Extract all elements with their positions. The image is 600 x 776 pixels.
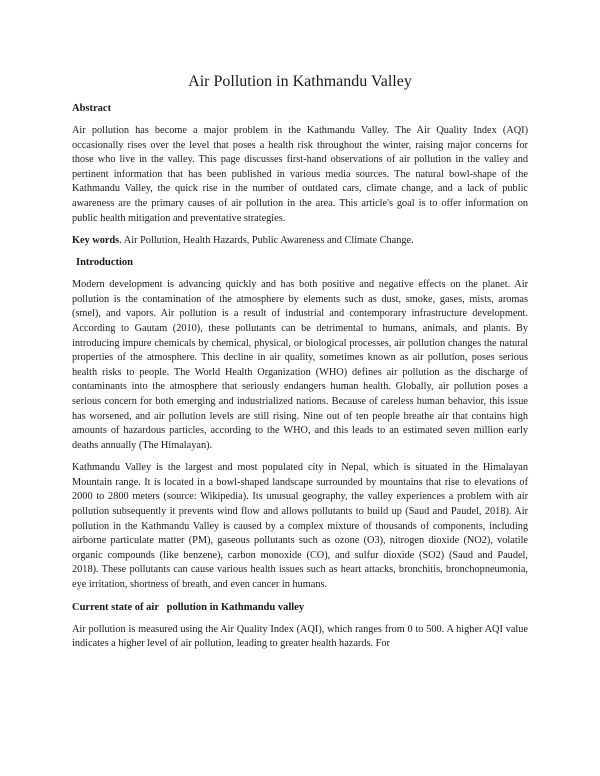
keywords-line xyxy=(72,234,528,248)
document-title: Air Pollution in Kathmandu Valley xyxy=(188,73,412,90)
introduction-paragraph-2: Kathmandu Valley is the largest and most populated city in Nepal, which is situated in the Himalayan Mountain range. It is located in a bowl-shaped landscape surrounded by mountains that rise to elevations of 2000 to 2800 meters (source: Wikipedia). Its unusual geography, the valley experiences a problem with air pollution subsequently it prevents wind flow and allows pollutants to build up (Saud and Paudel, 2018). Air pollution in the Kathmandu Valley is caused by a complex mixture of thousands of components, including airborne particulate matter (PM), gaseous pollutants such as ozone (O3), nitrogen dioxide (NO2), volatile organic compounds (like benzene), carbon monoxide (CO), and sulfur dioxide (SO2) (Saud and Paudel, 2018). These pollutants can cause various health issues such as heart attacks, bronchitis, bronchopneumonia, eye irritation, shortness of breath, and even cancer in humans. xyxy=(72,462,528,591)
current-state-paragraph-1: Air pollution is measured using the Air Quality Index (AQI), which ranges from 0 to 500. A higher AQI value indicates a higher level of air pollution, leading to greater health hazards. For xyxy=(72,623,528,650)
abstract-heading: Abstract xyxy=(72,103,112,114)
document-page xyxy=(72,72,528,660)
introduction-paragraph-1: Modern development is advancing quickly and has both positive and negative effects on the planet. Air pollution is the contamination of the atmosphere by elements such as dust, smoke, gases, mists, aromas (smel), and vapors. Air pollution is a result of industrial and contemporary infrastructure development. According to Gautam (2010), these pollutants can be detrimental to humans, animals, and plants. By introducing impure chemicals by chemical, physical, or biological processes, air pollution changes the natural properties of the atmosphere. This decline in air quality, sometimes known as air pollution, poses serious health risks to people. The World Health Organization (WHO) defines air pollution as the discharge of contaminants into the atmosphere that seriously endangers human health. Globally, air pollution poses a serious concern for both emerging and industrialized nations. Because of careless human behavior, this issue has worsened, and air pollution levels are still rising. Nine out of ten people breathe air that contains high amounts of hazardous particles, according to the WHO, and this leads to an estimated seven million early deaths annually (The Himalayan). xyxy=(72,279,528,451)
keywords-label: Key words xyxy=(72,235,120,247)
introduction-heading: Introduction xyxy=(76,257,133,269)
keywords-text: . Air Pollution, Health Hazards, Public Awareness and Climate Change. xyxy=(119,235,414,247)
abstract-paragraph: Air pollution has become a major problem in the Kathmandu Valley. The Air Quality Index (AQI) occasionally rises over the level that poses a health risk throughout the winter, raising major concerns for those who live in the valley. This page discusses first-hand observations of air pollution in the valley and pertinent information that has been published in various media sources. The natural bowl-shape of the Kathmandu Valley, the quick rise in the number of outdated cars, climate change, and a lack of public awareness are the primary causes of air pollution in the area. This article's goal is to offer information on public health mitigation and preventative strategies. xyxy=(72,125,528,224)
current-state-heading: Current state of air pollution in Kathmandu valley xyxy=(72,601,305,613)
